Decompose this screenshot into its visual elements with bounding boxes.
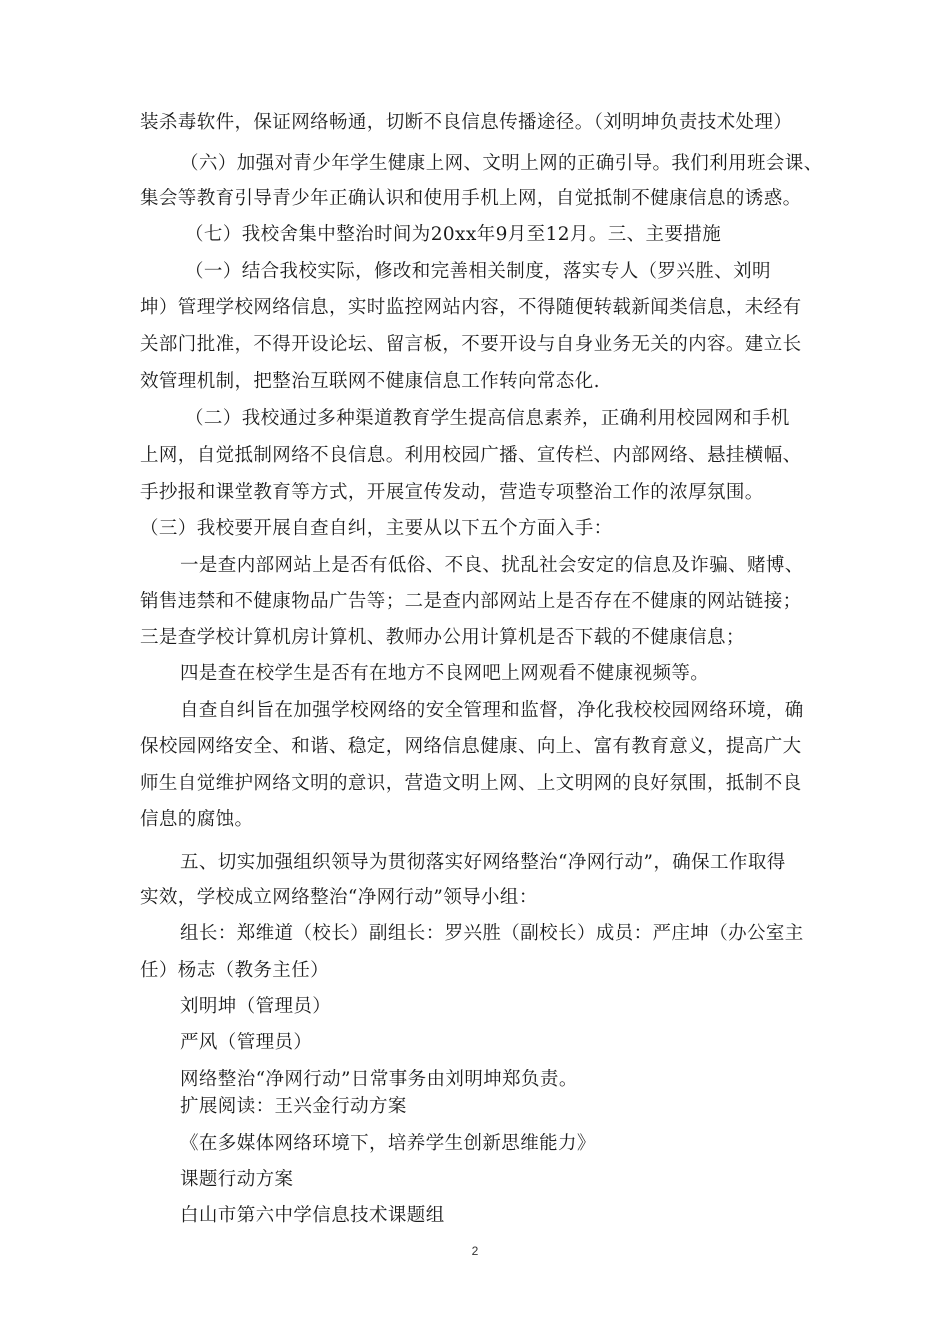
text-line: 师生自觉维护网络文明的意识，营造文明上网、上文明网的良好氛围，抵制不良 xyxy=(140,773,802,794)
text-line: （三）我校要开展自查自纠，主要从以下五个方面入手： xyxy=(140,518,613,539)
text-line: 集会等教育引导青少年正确认识和使用手机上网，自觉抵制不健康信息的诱惑。 xyxy=(140,188,802,209)
text-line: 网络整治“净网行动”日常事务由刘明坤郑负责。 xyxy=(180,1069,578,1090)
text-line: 一是查内部网站上是否有低俗、不良、扰乱社会安定的信息及诈骗、赌博、 xyxy=(180,555,804,576)
text-line: 装杀毒软件，保证网络畅通，切断不良信息传播途径。（刘明坤负责技术处理） xyxy=(140,112,793,133)
page-number: 2 xyxy=(471,1244,479,1258)
text-line: 严风（管理员） xyxy=(180,1032,313,1053)
text-line: 任）杨志（教务主任） xyxy=(140,960,330,981)
text-line: 三是查学校计算机房计算机、教师办公用计算机是否下载的不健康信息； xyxy=(140,627,745,648)
text-line: 保校园网络安全、和谐、稳定，网络信息健康、向上、富有教育意义，提高广大 xyxy=(140,736,802,757)
text-line: 五、切实加强组织领导为贯彻落实好网络整治“净网行动”，确保工作取得 xyxy=(180,852,786,873)
text-line: （二）我校通过多种渠道教育学生提高信息素养，正确利用校园网和手机 xyxy=(185,408,790,429)
text-line: 手抄报和课堂教育等方式，开展宣传发动，营造专项整治工作的浓厚氛围。 xyxy=(140,482,764,503)
text-line: 效管理机制，把整治互联网不健康信息工作转向常态化. xyxy=(140,371,600,392)
text-line: 实效，学校成立网络整治“净网行动”领导小组： xyxy=(140,887,538,908)
text-line: （六）加强对青少年学生健康上网、文明上网的正确引导。我们利用班会课、 xyxy=(180,153,823,174)
text-line: 信息的腐蚀。 xyxy=(140,809,254,830)
text-line: 组长：郑维道（校长）副组长：罗兴胜（副校长）成员：严庄坤（办公室主 xyxy=(180,923,804,944)
text-line: （一）结合我校实际，修改和完善相关制度，落实专人（罗兴胜、刘明 xyxy=(185,261,771,282)
text-line: 销售违禁和不健康物品广告等；二是查内部网站上是否存在不健康的网站链接； xyxy=(140,591,802,612)
text-line: 四是查在校学生是否有在地方不良网吧上网观看不健康视频等。 xyxy=(180,663,710,684)
text-line: 扩展阅读：王兴金行动方案 xyxy=(180,1096,407,1117)
text-line: 《在多媒体网络环境下，培养学生创新思维能力》 xyxy=(180,1133,596,1154)
text-line: 坤）管理学校网络信息，实时监控网站内容，不得随便转载新闻类信息，未经有 xyxy=(140,297,802,318)
text-line: 课题行动方案 xyxy=(180,1169,294,1190)
text-line: 上网，自觉抵制网络不良信息。利用校园广播、宣传栏、内部网络、悬挂横幅、 xyxy=(140,445,802,466)
text-line: 白山市第六中学信息技术课题组 xyxy=(180,1205,445,1226)
text-line: （七）我校舍集中整治时间为20xx年9月至12月。三、主要措施 xyxy=(185,224,722,245)
text-line: 关部门批准，不得开设论坛、留言板，不要开设与自身业务无关的内容。建立长 xyxy=(140,334,802,355)
text-line: 自查自纠旨在加强学校网络的安全管理和监督，净化我校校园网络环境，确 xyxy=(180,700,804,721)
text-line: 刘明坤（管理员） xyxy=(180,996,332,1017)
